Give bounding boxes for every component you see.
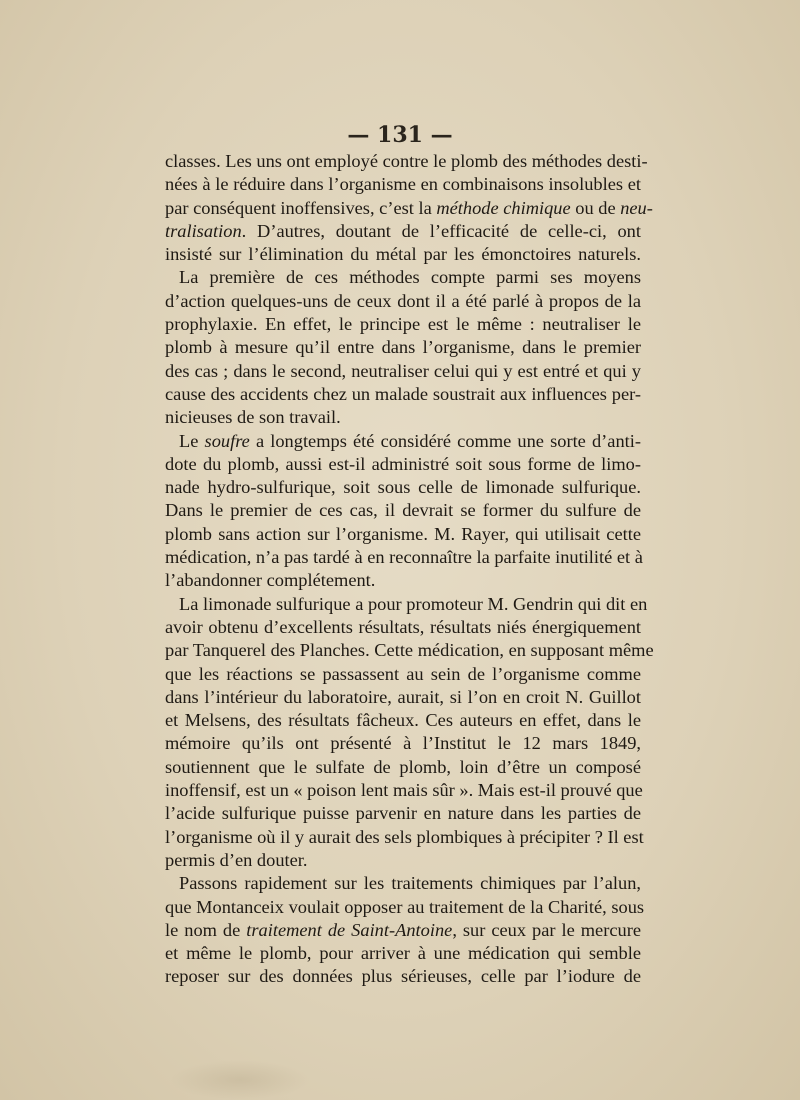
italic-run: tralisation [165,220,242,241]
text-run: ou de [570,197,621,218]
text-run: d’action quelques-uns de ceux dont il a été parlé à propos de la [165,290,641,311]
italic-run: neu- [620,197,653,218]
italic-run: méthode chimique [436,197,571,218]
text-run: et Melsens, des résultats fâcheux. Ces auteurs en effet, dans le [165,710,641,731]
text-run: prophylaxie. En effet, le principe est le même : neutraliser le [165,314,641,335]
text-line [165,826,644,849]
text-line [165,220,641,243]
paper-smudge [170,1060,310,1100]
text-run: soutiennent que le sulfate de plomb, loin d’être un composé [165,756,641,777]
text-run: l’acide sulfurique puisse parvenir en nature dans les parties de [165,803,641,824]
text-line [165,896,645,919]
text-line [165,173,641,196]
text-run: l’organisme où il y aurait des sels plombiques à précipiter ? Il est [165,826,644,847]
text-line [165,383,641,406]
text-line [165,942,641,965]
text-run: La première de ces méthodes compte parmi ses moyens [179,267,641,288]
text-run: Dans le premier de ces cas, il devrait se former du sulfure de [165,500,641,521]
text-run: permis d’en douter. [165,849,308,870]
text-line [165,499,641,522]
text-line [165,709,641,732]
text-line [165,546,641,569]
text-line [165,639,654,662]
text-run: des cas ; dans le second, neutraliser celui qui y est entré et qui y [165,360,641,381]
text-run: et même le plomb, pour arriver à une médication qui semble [165,943,641,964]
text-line [165,406,641,429]
text-line [165,732,641,755]
text-run: plomb sans action sur l’organisme. M. Rayer, qui utilisait cette [165,523,641,544]
italic-run: traitement de Saint-Antoine [246,919,453,940]
text-line [165,593,648,616]
text-line [165,756,641,779]
text-run: nade hydro-sulfurique, soit sous celle de limonade sulfurique. [165,477,641,498]
text-run: Le [179,430,205,451]
text-run: insisté sur l’élimination du métal par les émonctoires naturels. [165,244,641,265]
text-line [165,779,641,802]
text-run: mémoire qu’ils ont présenté à l’Institut le 12 mars 1849, [165,733,641,754]
text-line [165,872,641,895]
italic-run: soufre [204,430,250,451]
text-line [165,965,641,988]
text-run: cause des accidents chez un malade soustrait aux influences per- [165,383,641,404]
text-run: médication, n’a pas tardé à en reconnaître la parfaite inutilité et à [165,547,643,568]
body-text [165,150,654,989]
text-line [165,453,641,476]
text-run: a longtemps été considéré comme une sorte d’anti- [249,430,641,451]
text-run: que les réactions se passassent au sein de l’organisme comme [165,663,641,684]
text-run: La limonade sulfurique a pour promoteur M. Gendrin qui dit en [179,593,648,614]
text-run: nées à le réduire dans l’organisme en combinaisons insolubles et [165,174,641,195]
text-run: nicieuses de son travail. [165,407,341,428]
text-line [165,360,641,383]
text-run: classes. Les uns ont employé contre le plomb des méthodes desti- [165,151,648,171]
text-run: , sur ceux par le mercure [452,919,641,940]
text-run: par conséquent inoffensives, c’est la [165,197,437,218]
text-line [165,430,641,453]
text-line [165,313,641,336]
text-run: dote du plomb, aussi est-il administré soit sous forme de limo- [165,453,641,474]
text-line [165,197,653,220]
text-line [165,266,641,289]
text-run: le nom de [165,919,247,940]
text-line [165,802,641,825]
text-line [165,476,641,499]
text-line [165,150,648,173]
text-line [165,523,641,546]
text-line [165,616,641,639]
text-run: . D’autres, doutant de l’efficacité de celle-ci, ont [241,220,641,241]
text-line [165,919,641,942]
text-line [165,663,641,686]
text-run: plomb à mesure qu’il entre dans l’organisme, dans le premier [165,337,641,358]
text-line [165,336,641,359]
text-line [165,243,641,266]
text-run: dans l’intérieur du laboratoire, aurait, si l’on en croit N. Guillot [165,686,641,707]
text-line [165,849,641,872]
text-run: Passons rapidement sur les traitements chimiques par l’alun, [179,873,641,894]
page-number: — 131 — [347,122,453,148]
text-run: l’abandonner complétement. [165,570,376,591]
text-line [165,686,641,709]
text-run: inoffensif, est un « poison lent mais sûr ». Mais est-il prouvé que [165,780,643,801]
text-line [165,569,641,592]
text-run: par Tanquerel des Planches. Cette médication, en supposant même [165,640,654,661]
text-run: reposer sur des données plus sérieuses, celle par l’iodure de [165,966,641,987]
text-run: que Montanceix voulait opposer au traitement de la Charité, sous [165,896,645,917]
text-run: avoir obtenu d’excellents résultats, résultats niés énergiquement [165,616,641,637]
text-line [165,290,641,313]
